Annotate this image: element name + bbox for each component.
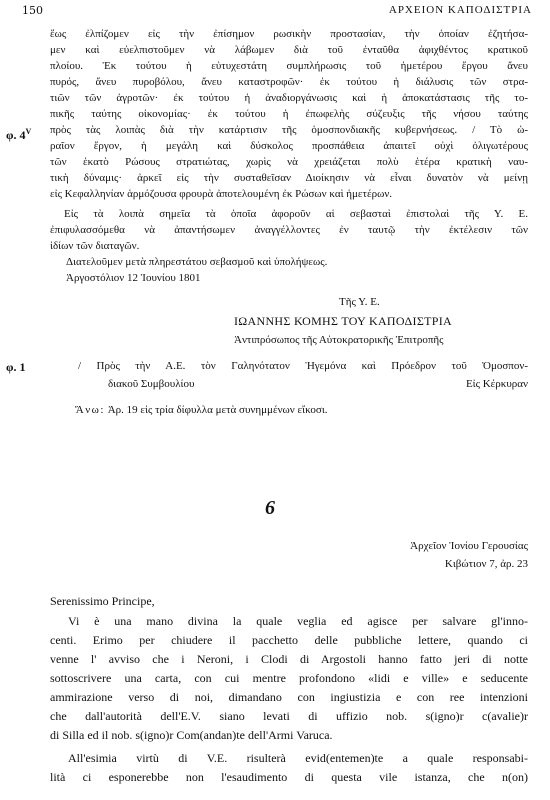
archive-name: Ἀρχεῖον Ἰονίου Γερουσίας [410,540,528,552]
ano-note [75,404,328,416]
archive-box: Κιβώτιον 7, ἀρ. 23 [444,558,528,570]
page-header [22,4,532,20]
address-line-2: διακοῦ Συμβουλίου [108,378,195,390]
text-line: πρὸς τὰς λοιπὰς διὰ τὴν κατάρτισιν τῆς ὁμοσπονδιακῆς κυβερνήσεως. / Τὸ ὡ- [50,124,528,136]
text-line: di Silla ed il nob. s(igno)r Com(andan)te dell'Armi Varuca. [50,728,333,742]
text-line: venne l' avviso che i Neroni, i Clodi di Argostoli hanno fatto jeri di notte [50,652,528,666]
text-line: πικῆς ταύτης οἰκονομίας· ἐκ τούτου ἡ ἐπωφελὴς σύζευξις τῆς νήσου ταύτης [50,108,528,120]
signatory-role: Ἀντιπρόσωπος τῆς Αὐτοκρατορικῆς Ἐπιτροπῆς [234,334,444,346]
place-date: Ἀργοστόλιον 12 Ἰουνίου 1801 [66,272,201,284]
ano-text: Ἀρ. 19 εἰς τρία δίφυλλα μετὰ συνημμένων εἴκοσι. [107,404,328,416]
text-line: Vi è una mano divina la quale veglia ed agisce per salvare gl'inno- [68,614,528,628]
tis-ye: Τῆς Υ. Ε. [339,296,380,308]
text-line: ραῖον ἔργον, ἡ μεγάλη καὶ δύσκολος προσπάθεια ἀπαιτεῖ οὐχὶ ὀλιγωτέρους [50,140,528,152]
signatory-name: ΙΩΑΝΝΗΣ ΚΟΜΗΣ ΤΟΥ ΚΑΠΟΔΙΣΤΡΙΑ [234,314,453,328]
folio-marker-label: φ. 4 [6,128,26,142]
greek-paragraph-2 [50,206,528,254]
running-title: ΑΡΧΕΙΟΝ ΚΑΠΟΔΙΣΤΡΙΑ [388,4,532,16]
italian-paragraph-2 [50,749,528,787]
closing-salutation: Διατελοῦμεν μετὰ πληρεστάτου σεβασμοῦ καὶ ὑπολήψεως. [66,256,328,268]
address-destination: Εἰς Κέρκυραν [465,378,528,390]
folio-marker-1: φ. 1 [6,360,26,374]
text-line: lità ci esponerebbe non l'esaudimento di questa vile istanza, che n(on) [50,770,528,784]
text-line: ἕως ἐλπίζομεν εἰς τὴν ἐπίσημον ρωσικὴν προστασίαν, τὴν ὁποίαν ἐζητήσα- [50,28,528,40]
text-line: ἐπιφυλασσόμεθα νὰ ἀπαντήσωμεν ἀναγγέλλοντες ἐν ταυτῷ τὴν ἐκτέλεσιν τῶν [50,224,528,236]
text-line: centi. Erimo per chiudere il pacchetto delle pubbliche lettere, quando ci [50,633,528,647]
text-line: Εἰς τὰ λοιπὰ σημεῖα τὰ ὁποῖα ἀφοροῦν αἱ σεβασταὶ ἐπιστολαὶ τῆς Υ. Ε. [64,208,528,220]
text-line: τῶν ἑκατὸ Ρώσους στρατιώτας, χωρὶς νὰ χρειάζεται πολὺ ἑτέρα κρατικὴ ναυ- [50,156,528,168]
text-line: ammirazione verso di noi, dimandano con ingiustizia e con ree intenzioni [50,690,528,704]
text-line: μεν καὶ εὐελπιστοῦμεν νὰ λάβωμεν διὰ τοῦ ἐνταῦθα ἀφιχθέντος κρατικοῦ [50,44,528,56]
text-line: τικὴ δύναμις· ἀρκεῖ εἰς τὴν συσταθεῖσαν Διοίκησιν νὰ εἶναι δυνατὸν νὰ μείνῃ [50,172,528,184]
page-number: 150 [22,4,43,17]
italian-paragraph-1 [50,612,528,745]
folio-marker-superscript: V [25,127,32,136]
text-line: εἰς Κεφαλληνίαν ἁρμόζουσα φρουρὰ ἀποτελουμένη ἐκ Ρώσων καὶ ἡμετέρων. [50,188,393,200]
address-line-1: / Πρὸς τὴν Α.Ε. τὸν Γαληνότατον Ἡγεμόνα καὶ Πρόεδρον τοῦ Ὁμοσπον- [78,360,528,372]
italian-salutation: Serenissimo Principe, [50,594,155,608]
text-line: πλοίου. Ἐκ τούτου ἡ εὐτυχεστάτη συμπλήρωσις τοῦ ἡμετέρου ἔργου ἄνευ [50,60,528,72]
text-line: All'esimia virtù di V.E. risulterà evid(entemen)te a quale responsabi- [68,751,528,765]
document-number: 6 [265,497,275,519]
folio-marker-4v [6,127,31,143]
text-line: ἰδίων τῶν διαταγῶν. [50,240,140,252]
text-line: che dall'autorità dell'E.V. siano levati di uffizio nob. s(igno)r c(avalie)r [50,709,528,723]
greek-paragraph-1 [50,26,528,202]
ano-label: Ἄνω: [75,404,105,416]
text-line: τιῶν τῶν ἀγροτῶν· ἐκ τούτου ἡ ἀναδιοργάνωσις καὶ ἡ ἀποκατάστασις τῆς το- [50,92,528,104]
text-line: πυρός, ἄνευ πυροβόλου, ἄνευ καταστροφῶν· ἐκ τούτου ἡ διάλυσις τῶν στρα- [50,76,528,88]
text-line: sottoscrivere una carta, con cui mentre profondono «lidi e ville» e seducente [50,671,528,685]
